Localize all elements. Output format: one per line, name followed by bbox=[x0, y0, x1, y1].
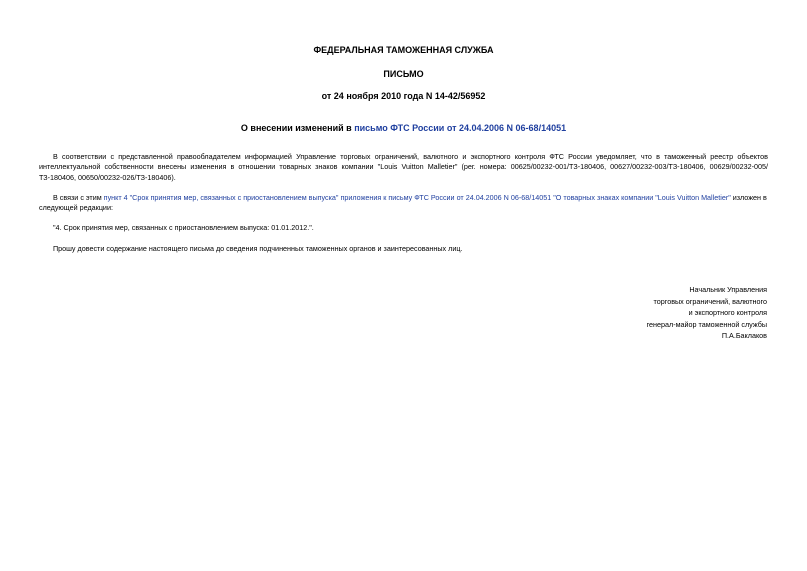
signature-line-3: и экспортного контроля bbox=[688, 308, 767, 317]
subject-link[interactable]: письмо ФТС России от 24.04.2006 N 06-68/14051 bbox=[354, 123, 567, 133]
signature-name: П.А.Баклаков bbox=[721, 331, 767, 340]
paragraph-request: Прошу довести содержание настоящего письма до сведения подчиненных таможенных органов и заинтересованных лиц. bbox=[53, 244, 463, 253]
document-type: ПИСЬМО bbox=[383, 69, 424, 79]
signature-block bbox=[567, 284, 767, 342]
signature-line-2: торговых ограничений, валютного bbox=[653, 296, 767, 306]
document-subject bbox=[0, 123, 807, 134]
amendment-link[interactable]: пункт 4 "Срок принятия мер, связанных с приостановлением выпуска" приложения к письму ФТС России от 24.04.2006 N 06-68/14051 "О товарных знаках компании "Louis Vuitton Malletier" bbox=[103, 193, 731, 202]
document-date-number: от 24 ноября 2010 года N 14-42/56952 bbox=[321, 91, 486, 101]
signature-line-1: Начальник Управления bbox=[689, 285, 767, 294]
paragraph-registry-changes: В соответствии с представленной правообладателем информацией Управление торговых ограничений, валютного и экспортного контроля ФТС России уведомляет, что в таможенный реестр объектов интеллектуальной собственности внесены изменения в отношении товарных знаков компании "Louis Vuitton Malletier" (рег. номера: 00625/00232-001/ТЗ-180406, 00627/00232-003/ТЗ-180406, 00629/00232-005/ТЗ-180406, 00650/00232-026/ТЗ-180406). bbox=[39, 152, 768, 182]
amendment-outro: изложен в следующей редакции: bbox=[39, 193, 767, 213]
amendment-intro: В связи с этим bbox=[53, 193, 104, 202]
paragraph-amendment bbox=[39, 193, 768, 214]
agency-title: ФЕДЕРАЛЬНАЯ ТАМОЖЕННАЯ СЛУЖБА bbox=[313, 45, 494, 55]
subject-prefix: О внесении изменений в bbox=[240, 123, 355, 133]
signature-line-4: генерал-майор таможенной службы bbox=[646, 319, 767, 329]
paragraph-new-wording: "4. Срок принятия мер, связанных с приостановлением выпуска: 01.01.2012.". bbox=[53, 223, 314, 232]
